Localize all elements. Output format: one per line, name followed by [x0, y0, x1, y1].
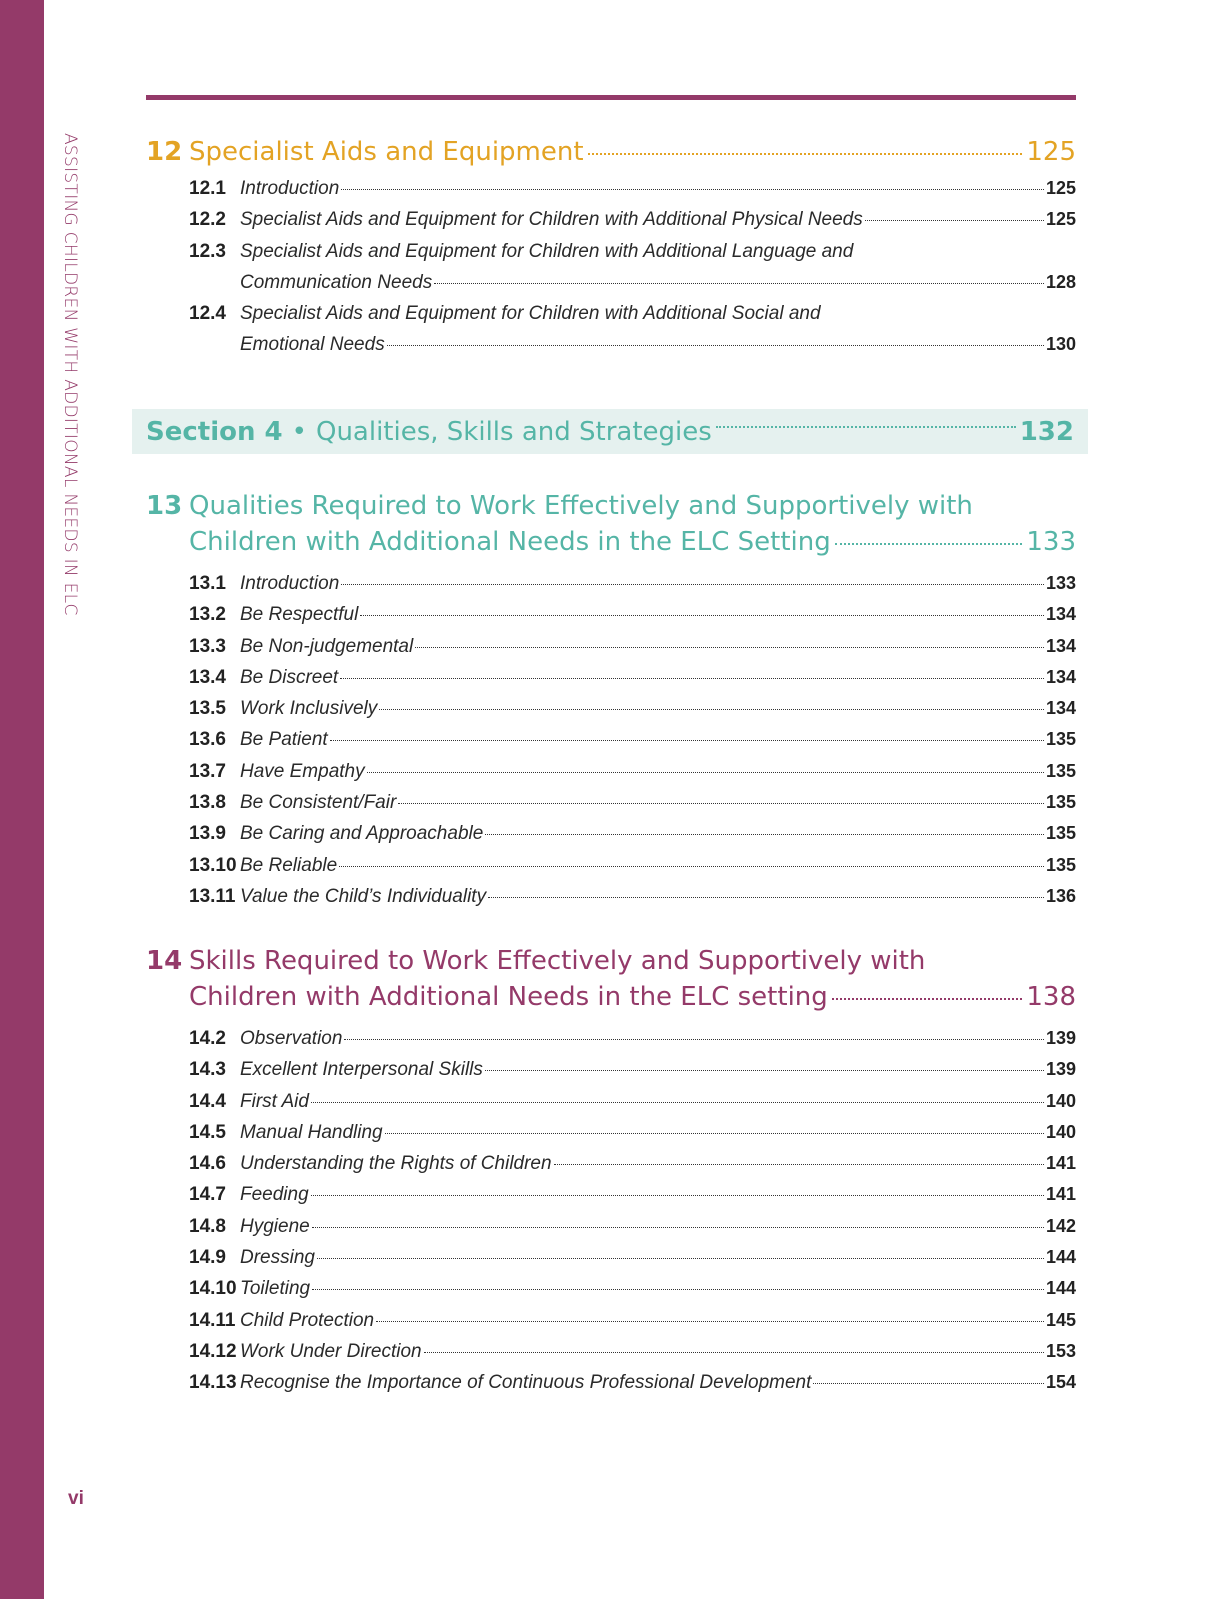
entry-number: 12.2 — [189, 209, 226, 231]
entry-page: 140 — [1045, 1090, 1076, 1111]
leader-dots — [311, 1102, 1044, 1103]
chapter-title-line-2: Children with Additional Needs in the ELC Setting — [189, 527, 831, 557]
entry-number: 13.2 — [189, 604, 226, 626]
leader-dots — [832, 998, 1023, 1000]
entry-number: 13.5 — [189, 698, 226, 720]
chapter-12 — [146, 134, 1076, 361]
entry-title: Specialist Aids and Equipment for Children with Additional Physical Needs — [240, 209, 863, 231]
toc-entry[interactable] — [189, 1367, 1076, 1398]
entry-number: 13.10 — [189, 854, 237, 876]
entry-page: 135 — [1045, 854, 1076, 875]
entry-page: 134 — [1045, 604, 1076, 625]
toc-entry[interactable] — [189, 756, 1076, 787]
entry-title: Manual Handling — [240, 1121, 383, 1143]
entry-page: 141 — [1045, 1184, 1076, 1205]
entry-title: Work Inclusively — [240, 698, 378, 720]
toc-entry[interactable] — [189, 1117, 1076, 1148]
entry-page: 134 — [1045, 698, 1076, 719]
toc-entry[interactable] — [189, 1273, 1076, 1304]
entry-title: Be Discreet — [240, 666, 339, 688]
toc-entry[interactable] — [189, 236, 1076, 299]
entry-number: 12.1 — [189, 178, 226, 199]
entry-title: Observation — [240, 1028, 343, 1049]
entry-number: 13.11 — [189, 885, 236, 907]
side-color-bar — [0, 0, 44, 1599]
toc-entry[interactable] — [189, 1336, 1076, 1367]
toc-entry[interactable] — [189, 693, 1076, 724]
chapter-page: 133 — [1026, 527, 1076, 557]
entry-number: 14.2 — [189, 1028, 226, 1049]
leader-dots — [398, 803, 1044, 804]
leader-dots — [339, 866, 1044, 867]
entry-number: 14.12 — [189, 1340, 237, 1362]
entry-title: First Aid — [240, 1090, 309, 1112]
leader-dots — [387, 345, 1044, 346]
entry-page: 145 — [1045, 1309, 1076, 1330]
chapter-title-link[interactable] — [189, 943, 1076, 1015]
leader-dots — [340, 678, 1044, 679]
entry-title-line-2: Communication Needs — [240, 271, 433, 293]
entry-page: 142 — [1045, 1215, 1076, 1236]
leader-dots — [813, 1383, 1044, 1384]
entry-number: 14.9 — [189, 1247, 226, 1269]
toc-entry[interactable] — [189, 724, 1076, 755]
leader-dots — [312, 1227, 1044, 1228]
entry-title: Have Empathy — [240, 760, 365, 782]
entry-page: 128 — [1045, 271, 1076, 292]
section-separator: • — [291, 416, 307, 447]
entry-page: 135 — [1045, 729, 1076, 750]
toc-entry[interactable] — [189, 1179, 1076, 1210]
toc-entry[interactable] — [189, 1023, 1076, 1054]
entry-title: Understanding the Rights of Children — [240, 1153, 552, 1175]
running-book-title: ASSISTING CHILDREN WITH ADDITIONAL NEEDS IN ELC — [60, 133, 80, 616]
entry-number: 13.8 — [189, 792, 226, 814]
entry-page: 125 — [1045, 178, 1076, 198]
toc-entry[interactable] — [189, 1086, 1076, 1117]
toc-entry[interactable] — [189, 631, 1076, 662]
leader-dots — [434, 283, 1044, 284]
chapter-title-link[interactable] — [189, 488, 1076, 560]
leader-dots — [554, 1164, 1044, 1165]
section-4-band — [132, 409, 1088, 454]
leader-dots — [835, 543, 1023, 545]
entry-page: 153 — [1045, 1340, 1076, 1361]
toc-entry[interactable] — [189, 1054, 1076, 1085]
leader-dots — [317, 1258, 1044, 1259]
entry-number: 13.6 — [189, 729, 226, 751]
entry-page: 125 — [1045, 209, 1076, 230]
leader-dots — [488, 897, 1044, 898]
entry-title: Be Reliable — [240, 854, 338, 876]
toc-entry[interactable] — [189, 818, 1076, 849]
entry-number: 14.3 — [189, 1059, 226, 1081]
entry-number: 12.3 — [189, 240, 226, 262]
entry-number: 13.9 — [189, 823, 226, 845]
entry-title: Be Respectful — [240, 604, 359, 626]
entry-title: Introduction — [240, 573, 340, 594]
entry-page: 154 — [1045, 1372, 1076, 1393]
entry-title: Toileting — [240, 1278, 311, 1300]
chapter-title-link[interactable] — [189, 134, 1076, 170]
toc-entry[interactable] — [189, 173, 1076, 204]
entry-page: 134 — [1045, 635, 1076, 656]
toc-entry[interactable] — [189, 1242, 1076, 1273]
entry-number: 14.6 — [189, 1153, 226, 1175]
leader-dots — [360, 615, 1044, 616]
entry-number: 13.7 — [189, 760, 226, 782]
entry-title: Be Patient — [240, 729, 328, 751]
section-title: Qualities, Skills and Strategies — [315, 416, 712, 447]
leader-dots — [415, 647, 1044, 648]
chapter-title-line-1: Qualities Required to Work Effectively and Supportively with — [189, 491, 973, 521]
leader-dots — [865, 220, 1044, 221]
chapter-13 — [146, 488, 1076, 912]
entry-title-line-1: Specialist Aids and Equipment for Children with Additional Social and — [240, 303, 821, 325]
leader-dots — [341, 584, 1044, 585]
entry-title: Excellent Interpersonal Skills — [240, 1059, 483, 1081]
entry-title: Be Non-judgemental — [240, 635, 414, 657]
entry-page: 144 — [1045, 1247, 1076, 1268]
chapter-title-line-1: Skills Required to Work Effectively and Supportively with — [189, 946, 926, 976]
section-label: Section 4 — [146, 416, 283, 447]
chapter-number: 12 — [146, 137, 183, 167]
entry-title: Feeding — [240, 1184, 309, 1206]
entry-number: 14.7 — [189, 1184, 226, 1206]
entry-title: Work Under Direction — [240, 1340, 422, 1362]
entry-number: 13.1 — [189, 573, 226, 594]
entry-number: 13.3 — [189, 635, 226, 657]
entry-page: 130 — [1045, 334, 1076, 355]
chapter-14 — [146, 943, 1076, 1399]
entry-title: Recognise the Importance of Continuous Professional Development — [240, 1372, 812, 1394]
entry-page: 144 — [1045, 1278, 1076, 1299]
toc-entry[interactable] — [189, 1211, 1076, 1242]
toc-entry[interactable] — [189, 881, 1076, 912]
section-page: 132 — [1019, 416, 1074, 447]
entry-title: Introduction — [240, 178, 340, 199]
entry-page: 141 — [1045, 1153, 1076, 1174]
entry-title-line-1: Specialist Aids and Equipment for Children with Additional Language and — [240, 240, 854, 262]
leader-dots — [344, 1039, 1044, 1040]
toc-entry[interactable] — [189, 599, 1076, 630]
leader-dots — [311, 1195, 1044, 1196]
entry-page: 135 — [1045, 792, 1076, 813]
entry-title-line-2: Emotional Needs — [240, 334, 385, 356]
entry-page: 140 — [1045, 1121, 1076, 1142]
entry-number: 14.5 — [189, 1121, 226, 1143]
leader-dots — [424, 1352, 1044, 1353]
leader-dots — [376, 1321, 1044, 1322]
chapter-number: 14 — [146, 946, 183, 976]
leader-dots — [367, 772, 1044, 773]
entry-title: Child Protection — [240, 1309, 375, 1331]
entry-page: 135 — [1045, 760, 1076, 781]
chapter-title: Specialist Aids and Equipment — [189, 137, 584, 167]
chapter-number: 13 — [146, 491, 183, 521]
toc-entry[interactable] — [189, 850, 1076, 881]
section-4-heading[interactable] — [146, 409, 1074, 454]
toc-entry[interactable] — [189, 1305, 1076, 1336]
chapter-page: 138 — [1026, 982, 1076, 1012]
toc-entry[interactable] — [189, 1148, 1076, 1179]
toc-entry[interactable] — [189, 568, 1076, 599]
leader-dots — [330, 740, 1044, 741]
entry-title: Dressing — [240, 1247, 315, 1269]
toc-entry[interactable] — [189, 204, 1076, 235]
entry-page: 136 — [1045, 885, 1076, 906]
entry-number: 13.4 — [189, 666, 226, 688]
leader-dots — [312, 1289, 1044, 1290]
leader-dots — [379, 709, 1044, 710]
leader-dots — [485, 1070, 1044, 1071]
leader-dots — [588, 153, 1023, 155]
toc-entry[interactable] — [189, 662, 1076, 693]
entry-number: 14.4 — [189, 1090, 226, 1112]
entry-number: 12.4 — [189, 303, 226, 325]
entry-number: 14.11 — [189, 1309, 236, 1331]
page-number: vi — [68, 1488, 84, 1509]
leader-dots — [385, 1133, 1044, 1134]
toc-entry[interactable] — [189, 787, 1076, 818]
entry-page: 139 — [1045, 1028, 1076, 1048]
entry-page: 134 — [1045, 666, 1076, 687]
toc-entry[interactable] — [189, 298, 1076, 361]
entry-title: Be Consistent/Fair — [240, 792, 397, 814]
entry-page: 139 — [1045, 1059, 1076, 1080]
entry-number: 14.8 — [189, 1215, 226, 1237]
entry-title: Value the Child’s Individuality — [240, 885, 487, 907]
entry-page: 133 — [1045, 573, 1076, 593]
leader-dots — [716, 426, 1016, 428]
entry-title: Be Caring and Approachable — [240, 823, 484, 845]
leader-dots — [485, 834, 1044, 835]
entry-page: 135 — [1045, 823, 1076, 844]
entry-number: 14.10 — [189, 1278, 237, 1300]
entry-number: 14.13 — [189, 1372, 237, 1394]
leader-dots — [341, 189, 1044, 190]
entry-title: Hygiene — [240, 1215, 310, 1237]
chapter-title-line-2: Children with Additional Needs in the ELC setting — [189, 982, 828, 1012]
chapter-page: 125 — [1026, 137, 1076, 167]
top-rule — [146, 95, 1076, 100]
